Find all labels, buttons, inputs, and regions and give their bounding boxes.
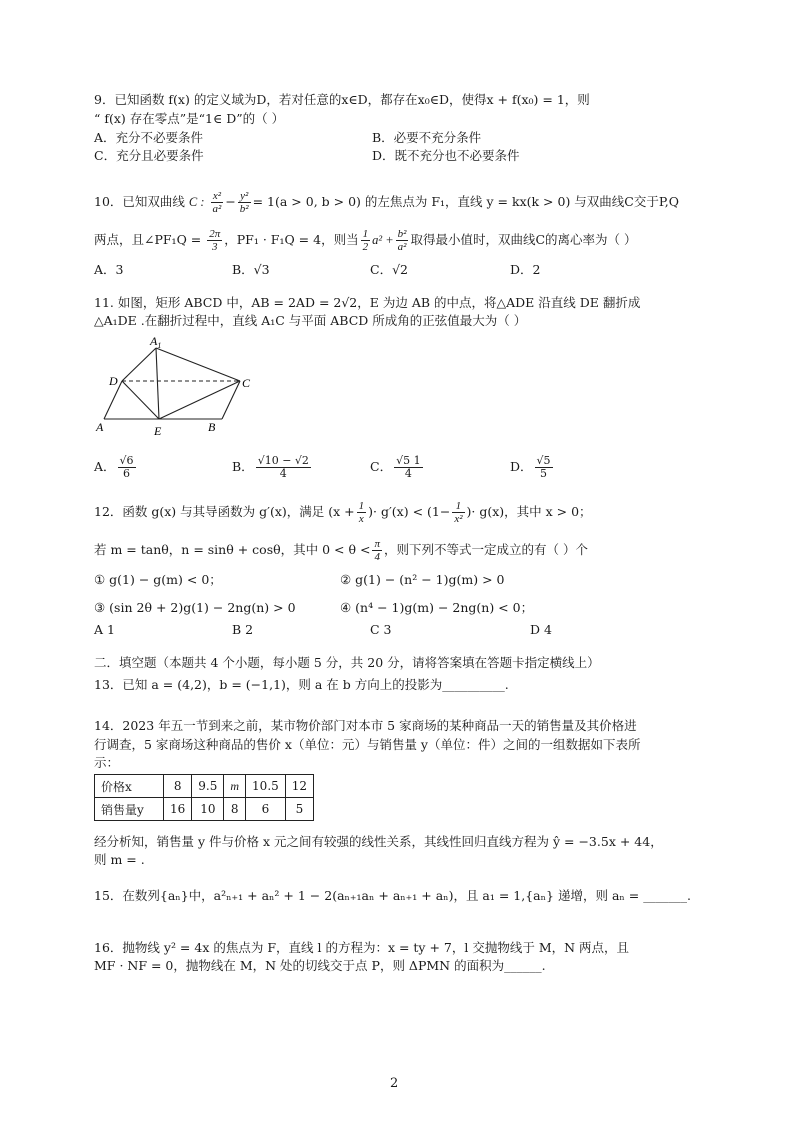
q9-option-a: A．充分不必要条件: [94, 130, 204, 145]
table-cell: 价格x: [95, 775, 164, 798]
q10-fraction-b2a2: [396, 228, 409, 253]
q12-choice-d: D 4: [530, 622, 552, 637]
table-cell: 10.5: [246, 775, 286, 798]
edge-a1e: [156, 348, 159, 419]
frac-num: 1: [452, 500, 464, 513]
q10-fraction-y2-b2: [238, 190, 251, 215]
q12-frac-1x2: [452, 500, 464, 525]
table-row-sales: [95, 798, 314, 821]
edge-bc: [222, 381, 240, 419]
frac-num: √10 − √2: [257, 454, 309, 467]
q10-line2-c: a² +: [372, 233, 394, 247]
table-cell: 销售量y: [95, 798, 164, 821]
table-row-price: [95, 775, 314, 798]
label-c: C: [242, 376, 251, 390]
q12-choice-b: B 2: [232, 622, 254, 637]
q11-option-b: B． $\frac{√10 - √2}{4}$: [232, 454, 309, 480]
edge-a1c: [156, 348, 240, 381]
q12-choice-c: C 3: [370, 622, 392, 637]
frac-den: 4: [374, 551, 380, 563]
q9-option-c: C．充分且必要条件: [94, 148, 204, 163]
q13-stem: 13．已知 a = (4,2)，b = (−1,1)，则 a 在 b 方向上的投影为__________.: [94, 677, 509, 692]
q10-line2-a: 两点，且∠PF₁Q =: [94, 232, 202, 247]
q12-option-4: ④ (n⁴ − 1)g(m) − 2ng(n) < 0；: [340, 600, 534, 615]
q11-stem-line1: 11. 如图，矩形 ABCD 中，AB = 2AD = 2√2，E 为边 AB 的中点，将△ADE 沿直线 DE 翻折成: [94, 295, 641, 310]
q10-frac-num: 2π: [209, 228, 221, 240]
q11-a-fraction: [118, 455, 136, 480]
frac-num: π: [374, 538, 380, 550]
q14-after-line1: 经分析知，销售量 y 件与价格 x 元之间有较强的线性关系，其线性回归直线方程为 ŷ = −3.5x + 44，: [94, 834, 663, 849]
q10-line2-d: 取得最小值时，双曲线C的离心率为（ ）: [410, 232, 637, 247]
q10-frac-den: a²: [212, 203, 222, 215]
q11-b-fraction: [256, 455, 311, 480]
q14-data-table: [94, 774, 314, 821]
q10-frac-num: 1: [362, 228, 369, 240]
q9-stem-line2: “ f(x) 存在零点”是“1∈ D”的（ ）: [94, 111, 285, 126]
frac-num: √5 1: [396, 454, 421, 467]
q15-stem: 15．在数列{aₙ}中，a²ₙ₊₁ + aₙ² + 1 − 2(aₙ₊₁aₙ + aₙ₊₁ + aₙ)，且 a₁ = 1,{aₙ} 递增，则 aₙ = _______.: [94, 888, 691, 903]
q11-figure: [92, 332, 262, 442]
table-cell: 9.5: [192, 775, 224, 798]
q14-stem-line3: 示：: [94, 755, 120, 770]
frac-den: 4: [279, 467, 287, 480]
q10-frac-den: 2: [362, 241, 369, 253]
q10-frac-num: y²: [238, 190, 251, 203]
q11-stem-line2: △A₁DE .在翻折过程中，直线 A₁C 与平面 ABCD 所成角的正弦值最大为（ ）: [94, 313, 527, 328]
frac-den: 5: [540, 467, 548, 480]
table-cell: m: [224, 775, 246, 798]
q10-option-a: A．3: [94, 262, 124, 277]
table-cell: 5: [285, 798, 313, 821]
q10-stem-line2: [94, 228, 637, 253]
q10-fraction-half: [361, 228, 371, 253]
q12-option-2: ② g(1) − (n² − 1)g(m) > 0: [340, 572, 505, 587]
frac-num: √6: [119, 454, 134, 467]
q12-option-1: ① g(1) − g(m) < 0；: [94, 572, 222, 587]
frac-num: 1: [358, 500, 365, 512]
q10-stem-prefix: 10．已知双曲线: [94, 194, 185, 209]
q12-stem-line2: 若 m = tanθ，n = sinθ + cosθ，其中 0 < θ < $\frac{\pi}{4}$ ，则下列不等式一定成立的有（ ）个: [94, 538, 588, 563]
label-a: A: [96, 420, 104, 434]
q10-option-c: C．√2: [370, 262, 408, 277]
q9-option-b: B．必要不充分条件: [372, 130, 482, 145]
q12-frac-pi4: [372, 538, 382, 563]
q10-frac-num: x²: [211, 190, 224, 203]
page-number: 2: [390, 1076, 399, 1091]
edge-a1d: [122, 348, 156, 381]
table-cell: 12: [285, 775, 313, 798]
q10-line2-b: ，PF₁ · F₁Q = 4，则当: [224, 232, 359, 247]
q10-fraction-angle: [207, 228, 222, 253]
frac-den: x: [358, 513, 364, 525]
q10-option-b: B．√3: [232, 262, 270, 277]
q12-stem-line1: 12．函数 g(x) 与其导函数为 g′(x)，满足 (x + $\frac{1}{x}$ )· g′(x) < (1− $\frac{1}{\text{x²}}$ )· g(x)，其中 x > 0；: [94, 500, 592, 525]
edge-ec: [159, 381, 240, 419]
q9-stem-line1: 9．已知函数 f(x) 的定义域为D，若对任意的x∈D，都存在x₀∈D，使得x + f(x₀) = 1，则: [94, 92, 590, 107]
edge-de: [122, 381, 159, 419]
q12-choice-a: A 1: [94, 622, 115, 637]
q10-stem-line1: 10．已知双曲线 C : $\frac{\text{x²}}{\text{a²}}$ − $\frac{\text{y²}}{\text{b²}}$ = 1(a > 0, b > 0) 的左焦点为 F₁，直线 y = kx(k > 0) 与双曲线C交于P,Q: [94, 190, 679, 215]
label-e: E: [154, 424, 162, 438]
section-fill-in-heading: 二．填空题（本题共 4 个小题，每小题 5 分，共 20 分，请将答案填在答题卡指定横线上）: [94, 655, 600, 670]
q11-d-fraction: [535, 455, 553, 480]
table-cell: 6: [246, 798, 286, 821]
q14-stem-line1: 14．2023 年五一节到来之前，某市物价部门对本市 5 家商场的某种商品一天的销售量及其价格进: [94, 718, 637, 733]
q10-frac-den: 3: [212, 241, 218, 253]
frac-num: √5: [536, 454, 551, 467]
q10-frac-den: a²: [397, 241, 407, 253]
label-a1: $A_1$: [150, 334, 162, 350]
q14-stem-line2: 行调查，5 家商场这种商品的售价 x（单位：元）与销售量 y（单位：件）之间的一组数据如下表所: [94, 737, 641, 752]
table-cell: 8: [164, 775, 192, 798]
q12-frac-1x: [357, 500, 367, 525]
q10-frac-den: b²: [239, 203, 249, 215]
frac-den: x²: [454, 513, 463, 525]
frac-den: 4: [404, 467, 412, 480]
q11-option-a: A． $\frac{√6}{6}$: [94, 454, 134, 480]
table-cell: 10: [192, 798, 224, 821]
label-d: D: [109, 374, 118, 388]
table-cell: 8: [224, 798, 246, 821]
q11-option-c: C． $\frac{√5 1}{4}$: [370, 454, 421, 480]
q11-option-d: D． $\frac{√5}{5}$: [510, 454, 551, 480]
table-cell: 16: [164, 798, 192, 821]
q16-stem-line1: 16．抛物线 y² = 4x 的焦点为 F，直线 l 的方程为：x = ty + 7，l 交抛物线于 M，N 两点，且: [94, 940, 630, 955]
q12-option-3: ③ (sin 2θ + 2)g(1) − 2ng(n) > 0: [94, 600, 296, 615]
q11-c-fraction: [394, 455, 423, 480]
q10-equation: = 1(a > 0, b > 0) 的左焦点为 F₁，直线 y = kx(k > 0) 与双曲线C交于P,Q: [252, 194, 679, 209]
label-b: B: [208, 420, 216, 434]
q10-option-d: D．2: [510, 262, 541, 277]
q10-curve-name: C :: [188, 195, 205, 209]
frac-den: 6: [123, 467, 131, 480]
q16-stem-line2: MF · NF = 0，抛物线在 M，N 处的切线交于点 P，则 ΔPMN 的面积为______.: [94, 958, 546, 973]
q9-option-d: D．既不充分也不必要条件: [372, 148, 520, 163]
q10-fraction-x2-a2: [211, 190, 224, 215]
q10-frac-num: b²: [397, 228, 407, 240]
q14-after-line2: 则 m = .: [94, 852, 145, 867]
